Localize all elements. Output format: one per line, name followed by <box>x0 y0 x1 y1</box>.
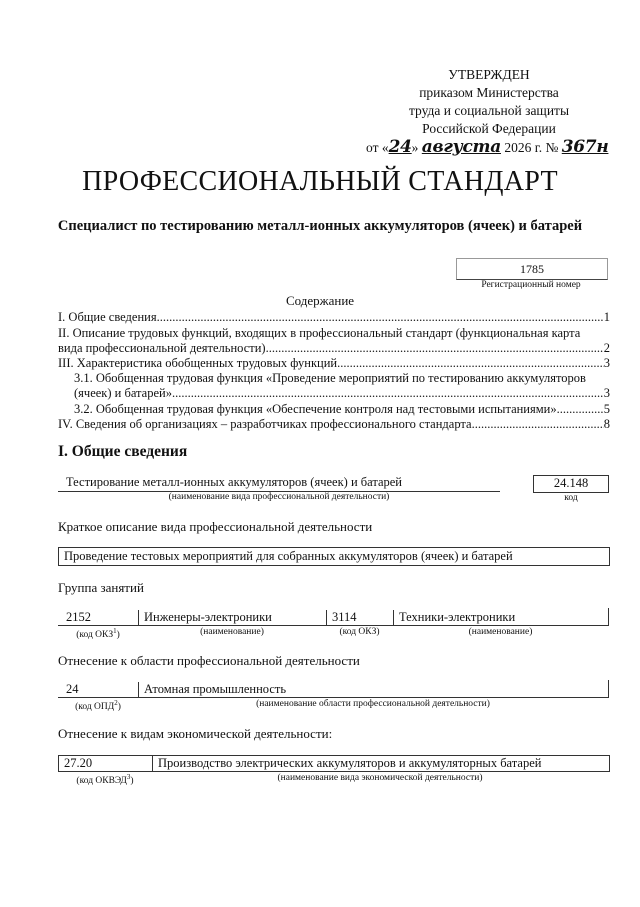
divider <box>138 610 139 626</box>
professional-field-underline <box>58 697 608 698</box>
opd-footnote[interactable]: 2 <box>114 699 118 707</box>
date-year: 2026 г. № <box>504 140 559 155</box>
brief-description-label: Краткое описание вида профессиональной деятельности <box>58 519 373 534</box>
toc-item-continued[interactable] <box>58 340 610 356</box>
document-title: ПРОФЕССИОНАЛЬНЫЙ СТАНДАРТ <box>82 166 558 197</box>
toc-item-page: 1 <box>603 310 610 324</box>
toc-item-page: 3 <box>603 386 610 400</box>
toc-item-text: 3.2. Обобщенная трудовая функция «Обеспечение контроля над тестовыми испытаниями» <box>74 402 557 416</box>
economic-activity-name: Производство электрических аккумуляторов и аккумуляторных батарей <box>158 756 542 770</box>
divider <box>152 755 153 771</box>
toc-item-continued[interactable] <box>74 385 610 401</box>
activity-code: 24.148 <box>553 476 589 490</box>
okved-caption <box>58 773 152 786</box>
handwritten-month: августа <box>421 137 501 157</box>
toc-item-text: вида профессиональной деятельности) <box>58 341 266 355</box>
divider <box>393 610 394 626</box>
professional-field-name: Атомная промышленность <box>144 682 287 696</box>
toc-item-page: 2 <box>603 341 610 355</box>
divider <box>326 610 327 626</box>
approval-date-line <box>366 137 609 157</box>
approval-line-3: труда и социальной защиты <box>408 103 570 118</box>
divider <box>138 682 139 698</box>
activity-name: Тестирование металл-ионных аккумуляторов (ячеек) и батарей <box>66 475 402 489</box>
registration-number-label: Регистрационный номер <box>481 280 581 290</box>
okved-code: 27.20 <box>64 756 93 770</box>
toc-item[interactable] <box>74 370 619 386</box>
occupation-code-2: 3114 <box>332 610 357 624</box>
date-mid: » <box>411 140 419 155</box>
okved-footnote[interactable]: 3 <box>126 773 131 781</box>
opd-caption-end: ) <box>117 702 121 713</box>
professional-field-name-caption: (наименование области профессиональной деятельности) <box>256 699 490 709</box>
toc-item[interactable] <box>58 309 610 325</box>
opd-caption-text: (код ОПД <box>75 702 115 713</box>
toc-item-text: 3.1. Обобщенная трудовая функция «Проведение мероприятий по тестированию аккумуляторов <box>74 371 586 385</box>
document-subtitle: Специалист по тестированию металл-ионных аккумуляторов (ячеек) и батарей <box>57 218 583 234</box>
okz-caption-text: (код ОКЗ <box>76 630 114 641</box>
toc-item[interactable] <box>58 416 610 432</box>
toc-item-page: 8 <box>603 417 610 431</box>
approval-line-4: Российской Федерации <box>422 121 556 136</box>
occupation-name-caption: (наименование) <box>200 627 264 637</box>
toc-item-text: I. Общие сведения <box>58 310 157 324</box>
brief-description-text: Проведение тестовых мероприятий для собранных аккумуляторов (ячеек) и батарей <box>64 549 513 563</box>
okz-caption <box>58 627 138 640</box>
handwritten-day: 24 <box>388 137 412 157</box>
professional-field-label: Отнесение к области профессиональной деятельности <box>58 653 360 668</box>
professional-field-code: 24 <box>66 682 79 696</box>
occupation-group-underline <box>58 625 608 626</box>
opd-caption <box>58 699 138 712</box>
approval-heading: УТВЕРЖДЕН <box>448 67 530 82</box>
toc-item-text: (ячеек) и батарей» <box>74 386 172 400</box>
toc-item-text: III. Характеристика обобщенных трудовых функций <box>58 356 338 370</box>
toc-item[interactable] <box>58 325 618 341</box>
registration-number-box: 1785 <box>456 258 608 280</box>
occupation-name-1: Инженеры-электроники <box>144 610 272 624</box>
okved-caption-text: (код ОКВЭД <box>76 776 127 787</box>
date-prefix: от « <box>366 140 389 155</box>
okz-caption-end: ) <box>116 630 120 641</box>
toc-title: Содержание <box>285 293 355 308</box>
occupation-code-1: 2152 <box>66 610 91 624</box>
occupation-name-caption-2: (наименование) <box>468 627 533 637</box>
toc-item-page: 5 <box>603 402 610 416</box>
toc-item-text: II. Описание трудовых функций, входящих в профессиональный стандарт (функциональная карта <box>58 326 581 340</box>
handwritten-order-number: 367н <box>561 137 609 157</box>
economic-activity-label: Отнесение к видам экономической деятельности: <box>58 726 333 741</box>
economic-activity-name-caption: (наименование вида экономической деятельности) <box>277 773 483 783</box>
approval-line-2: приказом Министерства <box>419 85 559 100</box>
toc-item-text: IV. Сведения об организациях – разработчиках профессионального стандарта <box>58 417 472 431</box>
activity-caption: (наименование вида профессиональной деятельности) <box>168 492 390 502</box>
section-heading: I. Общие сведения <box>58 443 188 460</box>
occupation-group-label: Группа занятий <box>58 580 144 595</box>
okz-caption-2: (код ОКЗ) <box>339 627 380 637</box>
okved-caption-end: ) <box>130 776 134 787</box>
activity-code-caption: код <box>564 493 578 503</box>
professional-field-right-border <box>608 680 609 698</box>
occupation-name-2: Техники-электроники <box>399 610 516 624</box>
toc-item[interactable] <box>58 355 610 371</box>
occupation-group-right-border <box>608 608 609 626</box>
approval-block <box>366 66 609 157</box>
okz-footnote[interactable]: 1 <box>113 627 117 635</box>
toc-item-page: 3 <box>603 356 610 370</box>
toc-item[interactable] <box>74 401 610 417</box>
